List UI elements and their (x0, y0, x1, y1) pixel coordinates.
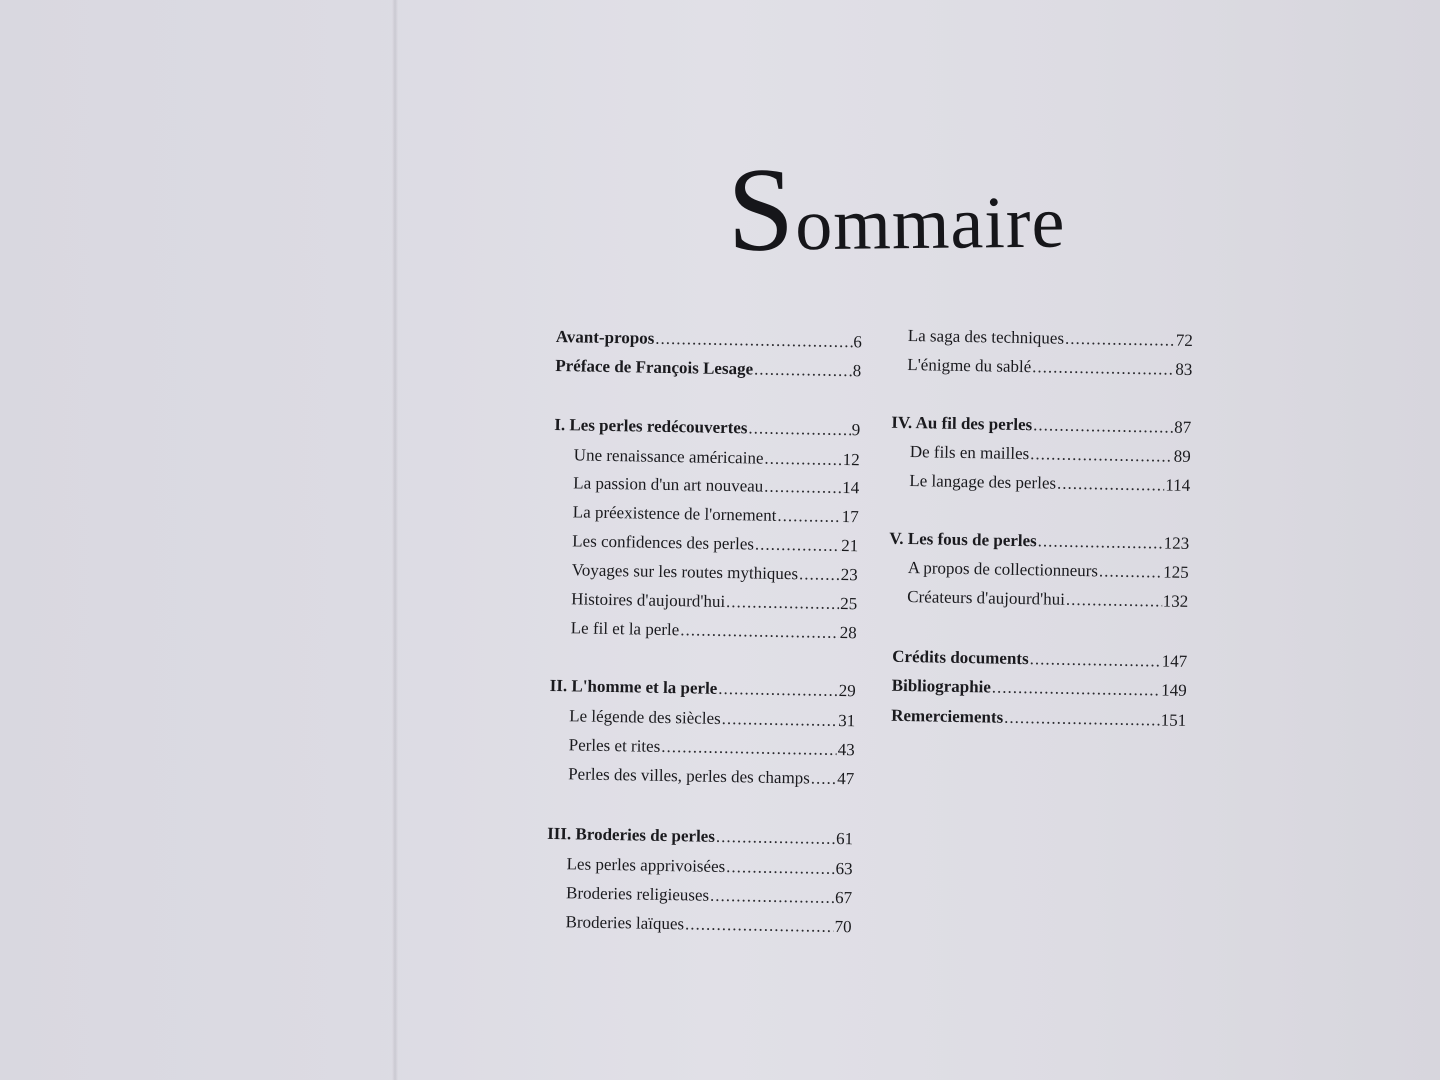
toc-entry-label: I. Les perles redécouvertes (554, 414, 748, 438)
toc-entry-page-number: 72 (1175, 330, 1193, 350)
toc-entry-page-number: 125 (1163, 562, 1189, 582)
dot-leader (992, 678, 1161, 701)
toc-entry (907, 355, 1192, 382)
toc-entry (566, 854, 852, 881)
toc-entry-label: IV. Au fil des perles (891, 412, 1033, 435)
toc-entry-label: II. L'homme et la perle (549, 675, 718, 698)
toc-entry-page-number: 17 (841, 507, 859, 527)
toc-entry-label: Crédits documents (892, 646, 1029, 669)
toc-entry-label: Le légende des siècles (569, 706, 721, 728)
toc-entry-label: Histoires d'aujourd'hui (571, 589, 726, 611)
toc-entry-page-number: 89 (1173, 446, 1191, 466)
dot-leader (799, 564, 840, 585)
dot-leader (722, 709, 838, 731)
toc-entry-page-number: 31 (838, 710, 856, 731)
toc-entry-page-number: 9 (851, 420, 861, 440)
toc-entry-label: Les confidences des perles (572, 531, 755, 554)
toc-entry (566, 883, 852, 910)
dot-leader (726, 592, 839, 614)
toc-entry-label: Les perles apprivoisées (566, 854, 726, 877)
toc-entry-label: Perles des villes, perles des champs (568, 764, 811, 788)
toc-entry (908, 558, 1189, 585)
toc-entry (569, 706, 855, 733)
toc-entry-page-number: 63 (835, 858, 853, 879)
toc-entry-page-number: 87 (1174, 417, 1192, 437)
toc-entry-label: Le langage des perles (909, 471, 1057, 493)
page-title (726, 142, 1066, 276)
title-rest: ommaire (794, 181, 1066, 267)
toc-entry (573, 473, 859, 500)
toc-entry-page-number: 83 (1175, 359, 1193, 379)
toc-entry-label: De fils en mailles (909, 442, 1030, 464)
title-initial: S (726, 142, 796, 276)
toc-entry-label: Préface de François Lesage (555, 355, 754, 379)
toc-entry (555, 356, 861, 383)
toc-entry-page-number: 28 (839, 622, 857, 643)
toc-entry-label: Créateurs d'aujourd'hui (907, 587, 1066, 609)
toc-entry-label: III. Broderies de perles (546, 823, 716, 846)
toc-entry-label: Avant-propos (555, 327, 655, 348)
toc-entry-page-number: 25 (840, 594, 858, 614)
toc-entry (573, 502, 859, 529)
dot-leader (655, 329, 852, 352)
toc-entry-label: Broderies religieuses (565, 883, 710, 905)
toc-entry-label: L'énigme du sablé (907, 354, 1032, 377)
toc-entry-page-number: 21 (841, 536, 859, 556)
toc-entry-page-number: 114 (1165, 475, 1191, 495)
toc-entry-label: Broderies laïques (565, 912, 685, 934)
dot-leader (764, 477, 841, 498)
dot-leader (755, 535, 841, 556)
toc-column-left (546, 327, 862, 937)
toc-entry-page-number: 151 (1160, 710, 1187, 730)
toc-entry (571, 589, 857, 616)
toc-entry-page-number: 67 (834, 887, 853, 908)
toc-entry (568, 735, 854, 762)
dot-leader (1033, 415, 1173, 437)
toc-entry (572, 531, 858, 558)
dot-leader (748, 418, 851, 440)
dot-leader (754, 359, 852, 381)
toc-entry-page-number: 14 (842, 478, 860, 498)
dot-leader (811, 769, 837, 789)
dot-leader (716, 827, 836, 849)
toc-entry-page-number: 123 (1163, 533, 1190, 553)
toc-entry (909, 471, 1190, 498)
toc-entry-label: La préexistence de l'ornement (572, 502, 777, 525)
dot-leader (1038, 531, 1163, 553)
toc-entry-label: Remerciements (891, 705, 1004, 727)
toc-entry (892, 676, 1187, 703)
toc-entry (547, 824, 853, 851)
toc-entry-page-number: 70 (834, 916, 852, 937)
dot-leader (777, 506, 841, 527)
toc-entry-label: Bibliographie (891, 675, 992, 697)
toc-entry (889, 529, 1189, 556)
toc-entry (574, 445, 860, 472)
toc-entry-page-number: 43 (837, 739, 855, 760)
dot-leader (1029, 649, 1160, 671)
toc-entry-label: La passion d'un art nouveau (573, 473, 764, 496)
dot-leader (1032, 357, 1174, 379)
dot-leader (1030, 444, 1173, 466)
toc-entry-label: La saga des techniques (907, 326, 1065, 348)
dot-leader (1004, 708, 1160, 731)
toc-entry-page-number: 8 (852, 361, 862, 381)
dot-leader (764, 449, 842, 470)
book-gutter (392, 0, 398, 1080)
toc-entry-label: V. Les fous de perles (889, 528, 1037, 551)
toc-entry (571, 618, 857, 645)
toc-column-right (889, 326, 1193, 730)
toc-entry (907, 587, 1188, 614)
toc-entry-page-number: 147 (1161, 651, 1188, 671)
dot-leader (1066, 590, 1162, 612)
toc-entry (910, 442, 1191, 469)
toc-entry-page-number: 149 (1161, 680, 1187, 700)
toc-entry-label: Le fil et la perle (570, 618, 680, 640)
toc-entry (556, 327, 862, 354)
toc-entry (554, 415, 860, 442)
toc-entry (565, 912, 851, 939)
toc-entry-page-number: 61 (835, 828, 854, 849)
toc-entry (568, 764, 854, 791)
dot-leader (680, 620, 839, 643)
toc-entry-label: Une renaissance américaine (573, 445, 764, 468)
toc-entry (891, 706, 1186, 733)
toc-entry-page-number: 6 (853, 332, 862, 352)
toc-entry-page-number: 12 (842, 450, 860, 470)
toc-entry-page-number: 29 (838, 680, 856, 701)
toc-entry-page-number: 23 (840, 565, 858, 585)
toc-entry (891, 413, 1191, 440)
toc-entry-page-number: 132 (1162, 591, 1189, 611)
toc-entry-page-number: 47 (836, 768, 855, 789)
dot-leader (1099, 561, 1163, 582)
toc-entry (908, 326, 1193, 353)
dot-leader (710, 886, 834, 908)
dot-leader (718, 679, 838, 701)
toc-entry-label: Perles et rites (568, 735, 661, 756)
dot-leader (685, 914, 834, 937)
dot-leader (661, 737, 837, 760)
toc-entry (550, 676, 856, 703)
dot-leader (1065, 329, 1175, 351)
dot-leader (726, 857, 835, 879)
dot-leader (1057, 474, 1165, 496)
toc-entry (572, 560, 858, 587)
toc-entry-label: Voyages sur les routes mythiques (571, 560, 799, 584)
toc-entry-label: A propos de collectionneurs (907, 558, 1099, 581)
toc-entry (892, 647, 1187, 674)
